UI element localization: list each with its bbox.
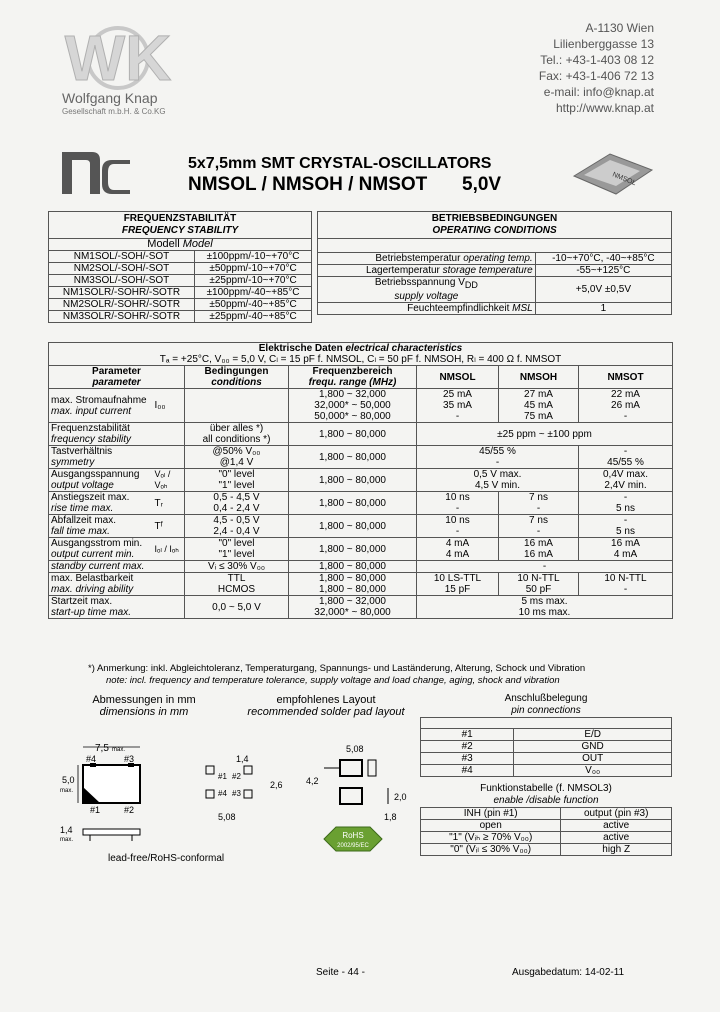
dim-pin1: #1: [90, 805, 101, 815]
dim-pin3: #3: [124, 754, 135, 764]
value: -: [623, 515, 628, 526]
table-row: [318, 265, 672, 277]
dim-thickness-unit: max.: [60, 837, 74, 843]
func-output: active: [561, 820, 672, 832]
table-row: [49, 311, 312, 323]
freq-range: 1,800 ~ 80,000: [289, 515, 417, 538]
value: 35 mA: [443, 400, 472, 411]
op-label-en: operating temp.: [463, 253, 533, 264]
freq-title-en: FREQUENCY STABILITY: [121, 225, 239, 236]
electrical-table: [48, 342, 673, 619]
freq-range: 1,800 ~ 80,000: [289, 561, 417, 573]
table-row: [421, 741, 672, 753]
table-row: [49, 212, 312, 239]
pad-d3: 2,0: [394, 792, 407, 802]
param-en: max. input current: [51, 405, 132, 417]
value: 45 mA: [524, 400, 553, 411]
param-de: Frequenzstabilität: [51, 423, 130, 434]
cond-header: Bedingungen: [204, 366, 269, 377]
pin-function: V₀₀: [514, 765, 672, 777]
layout-pin1: #1: [218, 772, 227, 781]
title-line1: 5x7,5mm SMT CRYSTAL-OSCILLATORS: [188, 155, 492, 172]
table-row: [49, 492, 673, 515]
model-cell: NM2SOLR/-SOHR/-SOTR: [49, 299, 195, 311]
param-de: Abfallzeit max.: [51, 515, 117, 526]
value: 10 N-TTL: [517, 573, 560, 584]
dim-width-unit: max.: [112, 747, 126, 753]
condition: 2,4 - 0,4 V: [213, 526, 260, 537]
value: -: [623, 411, 628, 422]
address-tel: Tel.: +43-1-403 08 12: [540, 53, 654, 67]
table-row: [49, 275, 312, 287]
func-header: output (pin #3): [561, 808, 672, 820]
function-table: [420, 783, 672, 856]
cond-header-en: conditions: [211, 377, 262, 388]
op-value: -55~+125°C: [535, 265, 671, 277]
freq-range: 1,800 ~ 80,000: [318, 584, 386, 595]
op-value: -10~+70°C, -40~+85°C: [535, 253, 671, 265]
table-row: [49, 469, 673, 492]
layout-drawing: [196, 748, 292, 824]
value: 10 ns: [445, 515, 470, 526]
dim-height-unit: max.: [60, 788, 74, 794]
condition: @50% V₀₀: [212, 446, 261, 457]
table-row: [421, 765, 672, 777]
param-de: Tastverhältnis: [51, 446, 113, 457]
pin-number: #4: [421, 765, 514, 777]
value: 15 pF: [444, 584, 471, 595]
op-label-sub: DD: [464, 280, 478, 290]
stability-cell: ±50ppm/-40~+85°C: [195, 299, 312, 311]
condition: 4,5 - 0,5 V: [213, 515, 260, 526]
op-label-de: Betriebsspannung V: [374, 277, 465, 288]
table-row: [49, 515, 673, 538]
layout-d2: 2,6: [270, 780, 283, 790]
rohs-line2: 2002/95/EC: [337, 843, 369, 849]
condition: 0,5 - 4,5 V: [213, 492, 260, 503]
value: 26 mA: [611, 400, 640, 411]
model-header-en: Model: [182, 238, 213, 250]
freq-range: 1,800 ~ 80,000: [289, 492, 417, 515]
stability-cell: ±100ppm/-10~+70°C: [195, 251, 312, 263]
value: 0,5 V max.: [473, 469, 522, 480]
value: 16 mA: [611, 538, 640, 549]
value: 10 ns: [445, 492, 470, 503]
svg-text:WK: WK: [64, 22, 172, 90]
elec-title-de: Elektrische Daten: [258, 343, 343, 354]
freq-range: 32,000* ~ 80,000: [314, 607, 391, 618]
value: -: [455, 526, 460, 537]
layout-pin2: #2: [232, 772, 241, 781]
value: 10 ms max.: [518, 607, 571, 618]
value: -: [536, 526, 541, 537]
freq-range: 1,800 ~ 80,000: [318, 573, 386, 584]
table-row: [49, 389, 673, 423]
table-row: [49, 446, 673, 469]
table-row: [49, 299, 312, 311]
table-row: [421, 693, 672, 718]
table-row: [49, 343, 673, 355]
table-row: [318, 212, 672, 239]
table-row: [49, 423, 673, 446]
func-title-en: enable /disable function: [493, 795, 599, 806]
param-en: output voltage: [51, 480, 114, 491]
condition: "0" level: [218, 538, 255, 549]
value: -: [536, 503, 541, 514]
pin-function: OUT: [514, 753, 672, 765]
freq-range: 1,800 ~ 80,000: [289, 446, 417, 469]
rohs-badge: [322, 826, 384, 852]
op-label-en: supply voltage: [394, 291, 459, 302]
col-nmsol: NMSOL: [417, 366, 499, 389]
table-row: [421, 783, 672, 808]
table-row: [49, 354, 673, 366]
dim-pin2: #2: [124, 805, 135, 815]
chip-label: NMSOL: [611, 171, 637, 188]
company-logo: [62, 20, 174, 90]
value: 50 pF: [525, 584, 552, 595]
table-row: [318, 239, 672, 253]
freq-range: 1,800 ~ 32,000: [318, 596, 386, 607]
condition: "1" level: [218, 549, 255, 560]
param-symbol: I₀₀: [153, 389, 185, 423]
param-en: max. driving ability: [51, 584, 134, 595]
value: 75 mA: [524, 411, 553, 422]
freq-range: 1,800 ~ 80,000: [289, 423, 417, 446]
model-cell: NM1SOLR/-SOHR/-SOTR: [49, 287, 195, 299]
value: ±25 ppm ~ ±100 ppm: [417, 423, 673, 446]
param-de: Anstiegszeit max.: [51, 492, 130, 503]
stability-cell: ±100ppm/-40~+85°C: [195, 287, 312, 299]
operating-title-de: BETRIEBSBEDINGUNGEN: [431, 213, 558, 224]
condition: Vᵢ ≤ 30% V₀₀: [185, 561, 289, 573]
freq-range: 50,000* ~ 80,000: [314, 411, 391, 422]
freq-range: 32,000* ~ 50,000: [314, 400, 391, 411]
param-en: output current min.: [51, 549, 135, 560]
op-value: +5,0V ±0,5V: [535, 277, 671, 303]
col-nmsot: NMSOT: [579, 366, 673, 389]
pin-number: #2: [421, 741, 514, 753]
func-input: "0" (Vᵢₗ ≤ 30% V₀₀): [421, 844, 561, 856]
value: -: [623, 446, 628, 457]
stability-cell: ±25ppm/-10~+70°C: [195, 275, 312, 287]
dim-title-en: dimensions in mm: [99, 706, 189, 718]
table-row: [49, 538, 673, 561]
func-input: open: [421, 820, 561, 832]
layout-title-de: empfohlenes Layout: [276, 694, 376, 706]
table-header: [421, 808, 672, 820]
company-address: [394, 20, 654, 116]
company-subtitle: Gesellschaft m.b.H. & Co.KG: [62, 107, 166, 116]
note-de: *) Anmerkung: inkl. Abgleichtoleranz, Temperaturgang, Spannungs- und Laständerung, Alterung, Schock und Vibration: [88, 663, 586, 674]
param-en: standby current max.: [49, 561, 185, 573]
value: 2,4V min.: [604, 480, 647, 491]
value: 5 ns: [616, 526, 635, 537]
stability-cell: ±50ppm/-10~+70°C: [195, 263, 312, 275]
dim-thickness: 1,4: [60, 825, 73, 835]
address-line: Lilienberggasse 13: [553, 37, 654, 51]
elec-title-en: electrical characteristics: [345, 343, 463, 354]
condition: 0,0 ~ 5,0 V: [185, 596, 289, 619]
model-cell: NM3SOLR/-SOHR/-SOTR: [49, 311, 195, 323]
table-row: [49, 596, 673, 619]
stability-cell: ±25ppm/-40~+85°C: [195, 311, 312, 323]
elec-conditions: Tₐ = +25°C, V₀₀ = 5,0 V, Cₗ = 15 pF f. NMSOL, Cₗ = 50 pF f. NMSOH, Rₗ = 400 Ω f. NMSOT: [49, 354, 673, 366]
pad-d2: 4,2: [306, 776, 319, 786]
pad-drawing: [300, 738, 416, 824]
table-row: [49, 239, 312, 251]
value: 7 ns: [529, 515, 548, 526]
param-de: Startzeit max.: [51, 596, 113, 607]
condition: HCMOS: [217, 584, 256, 595]
title-line2: NMSOL / NMSOH / NMSOT: [188, 174, 428, 195]
param-en: frequency stability: [51, 434, 132, 445]
condition: all conditions *): [202, 434, 271, 445]
condition: über alles *): [209, 423, 264, 434]
param-symbol: Tᶠ: [153, 515, 185, 538]
condition: @1,4 V: [219, 457, 254, 468]
value: 4 mA: [445, 538, 470, 549]
param-en: fall time max.: [51, 526, 110, 537]
page-number: Seite - 44 -: [316, 967, 365, 978]
freq-range: 1,800 ~ 32,000: [318, 389, 386, 400]
table-row: [49, 561, 673, 573]
company-name: Wolfgang Knap: [62, 90, 158, 106]
value: 22 mA: [611, 389, 640, 400]
param-de: max. Stromaufnahme: [51, 394, 147, 406]
table-row: [318, 303, 672, 315]
func-output: high Z: [561, 844, 672, 856]
address-web[interactable]: http://www.knap.at: [555, 101, 654, 115]
note-en: note: incl. frequency and temperature tolerance, supply voltage and load change, aging, shock and vibration: [106, 675, 560, 686]
model-cell: NM3SOL/-SOH/-SOT: [49, 275, 195, 287]
table-row: [49, 251, 312, 263]
table-row: [421, 844, 672, 856]
pin-number: #1: [421, 729, 514, 741]
freq-header-en: frequ. range (MHz): [308, 377, 397, 388]
param-header: Parameter: [92, 366, 141, 377]
dim-width: 7,5: [95, 743, 109, 754]
func-title-de: Funktionstabelle (f. NMSOL3): [480, 783, 612, 794]
pad-d1: 5,08: [346, 744, 364, 754]
value: 10 N-TTL: [604, 573, 647, 584]
param-header-en: parameter: [92, 377, 141, 388]
value: -: [417, 561, 673, 573]
table-row: [421, 718, 672, 729]
param-en: symmetry: [51, 457, 95, 468]
pad-d4: 1,8: [384, 812, 397, 822]
operating-title-en: OPERATING CONDITIONS: [432, 225, 557, 236]
func-output: active: [561, 832, 672, 844]
param-de: Ausgangsstrom min.: [51, 538, 143, 549]
pin-table: [420, 693, 672, 777]
chip-image: [566, 148, 656, 198]
value: 4 mA: [613, 549, 638, 560]
layout-d3: 5,08: [218, 812, 236, 822]
pin-function: E/D: [514, 729, 672, 741]
table-row: [49, 263, 312, 275]
value: -: [495, 457, 500, 468]
freq-stability-table: [48, 211, 312, 323]
operating-table: [317, 211, 672, 315]
param-symbol: Tᵣ: [153, 492, 185, 515]
layout-d1: 1,4: [236, 754, 249, 764]
op-label-de: Lagertemperatur: [365, 265, 440, 276]
value: 45/55 %: [607, 457, 644, 468]
table-row: [421, 729, 672, 741]
layout-title-en: recommended solder pad layout: [247, 706, 405, 718]
condition: "0" level: [218, 469, 255, 480]
address-email[interactable]: e-mail: info@knap.at: [543, 85, 654, 99]
table-row: [318, 253, 672, 265]
model-header-de: Modell: [147, 238, 180, 250]
table-row: [421, 820, 672, 832]
value: 5 ns: [616, 503, 635, 514]
dim-title-de: Abmessungen in mm: [92, 694, 196, 706]
pin-title-en: pin connections: [511, 705, 581, 716]
func-input: "1" (Vᵢₕ ≥ 70% V₀₀): [421, 832, 561, 844]
freq-title-de: FREQUENZSTABILITÄT: [123, 213, 237, 224]
param-symbol: Vₒₗ / Vₒₕ: [153, 469, 185, 492]
value: 45/55 %: [479, 446, 516, 457]
value: 16 mA: [524, 538, 553, 549]
model-cell: NM2SOL/-SOH/-SOT: [49, 263, 195, 275]
value: -: [455, 411, 460, 422]
op-label-en: storage temperature: [442, 265, 533, 276]
param-de: Ausgangsspannung: [51, 469, 140, 480]
value: 7 ns: [529, 492, 548, 503]
value: 10 LS-TTL: [433, 573, 482, 584]
value: 4,5 V min.: [474, 480, 521, 491]
condition: TTL: [227, 573, 246, 584]
op-label-de: Feuchteempfindlichkeit: [407, 303, 510, 314]
condition: "1" level: [218, 480, 255, 491]
value: 27 mA: [524, 389, 553, 400]
func-header: INH (pin #1): [421, 808, 561, 820]
param-de: max. Belastbarkeit: [51, 573, 134, 584]
col-nmsoh: NMSOH: [499, 366, 579, 389]
param-en: start-up time max.: [51, 607, 132, 618]
title-voltage: 5,0V: [462, 174, 502, 195]
value: 25 mA: [443, 389, 472, 400]
dim-height: 5,0: [62, 775, 75, 785]
op-label-de: Betriebstemperatur: [375, 253, 461, 264]
pin-function: GND: [514, 741, 672, 753]
dimensions-title: [74, 694, 214, 718]
address-fax: Fax: +43-1-406 72 13: [538, 69, 654, 83]
model-cell: NM1SOL/-SOH/-SOT: [49, 251, 195, 263]
lead-free-label: lead-free/RoHS-conformal: [108, 853, 225, 864]
value: -: [623, 492, 628, 503]
layout-title: [236, 694, 416, 718]
pin-title-de: Anschlußbelegung: [504, 693, 588, 704]
freq-header: Frequenzbereich: [312, 366, 393, 377]
param-en: rise time max.: [51, 503, 114, 514]
value: 16 mA: [524, 549, 553, 560]
freq-range: 1,800 ~ 80,000: [289, 469, 417, 492]
value: 0,4V max.: [602, 469, 649, 480]
table-row: [421, 832, 672, 844]
value: -: [623, 584, 628, 595]
dim-pin4: #4: [86, 754, 97, 764]
table-row: [49, 573, 673, 596]
op-value: 1: [535, 303, 671, 315]
table-row: [49, 287, 312, 299]
layout-pin4: #4: [218, 789, 227, 798]
address-street: A-1130 Wien: [585, 21, 654, 35]
value: 5 ms max.: [521, 596, 568, 607]
condition: 0,4 - 2,4 V: [213, 503, 260, 514]
value: 4 mA: [445, 549, 470, 560]
freq-range: 1,800 ~ 80,000: [289, 538, 417, 561]
layout-pin3: #3: [232, 789, 241, 798]
value: -: [455, 503, 460, 514]
nc-logo: [62, 150, 132, 198]
pin-number: #3: [421, 753, 514, 765]
dimension-drawing: [50, 735, 180, 850]
issue-date: Ausgabedatum: 14-02-11: [512, 967, 625, 978]
op-label-en: MSL: [512, 303, 533, 314]
rohs-line1: RoHS: [342, 831, 364, 840]
table-row: [318, 277, 672, 303]
param-symbol: Iₒₗ / Iₒₕ: [153, 538, 185, 561]
table-header: [49, 366, 673, 389]
table-row: [421, 753, 672, 765]
